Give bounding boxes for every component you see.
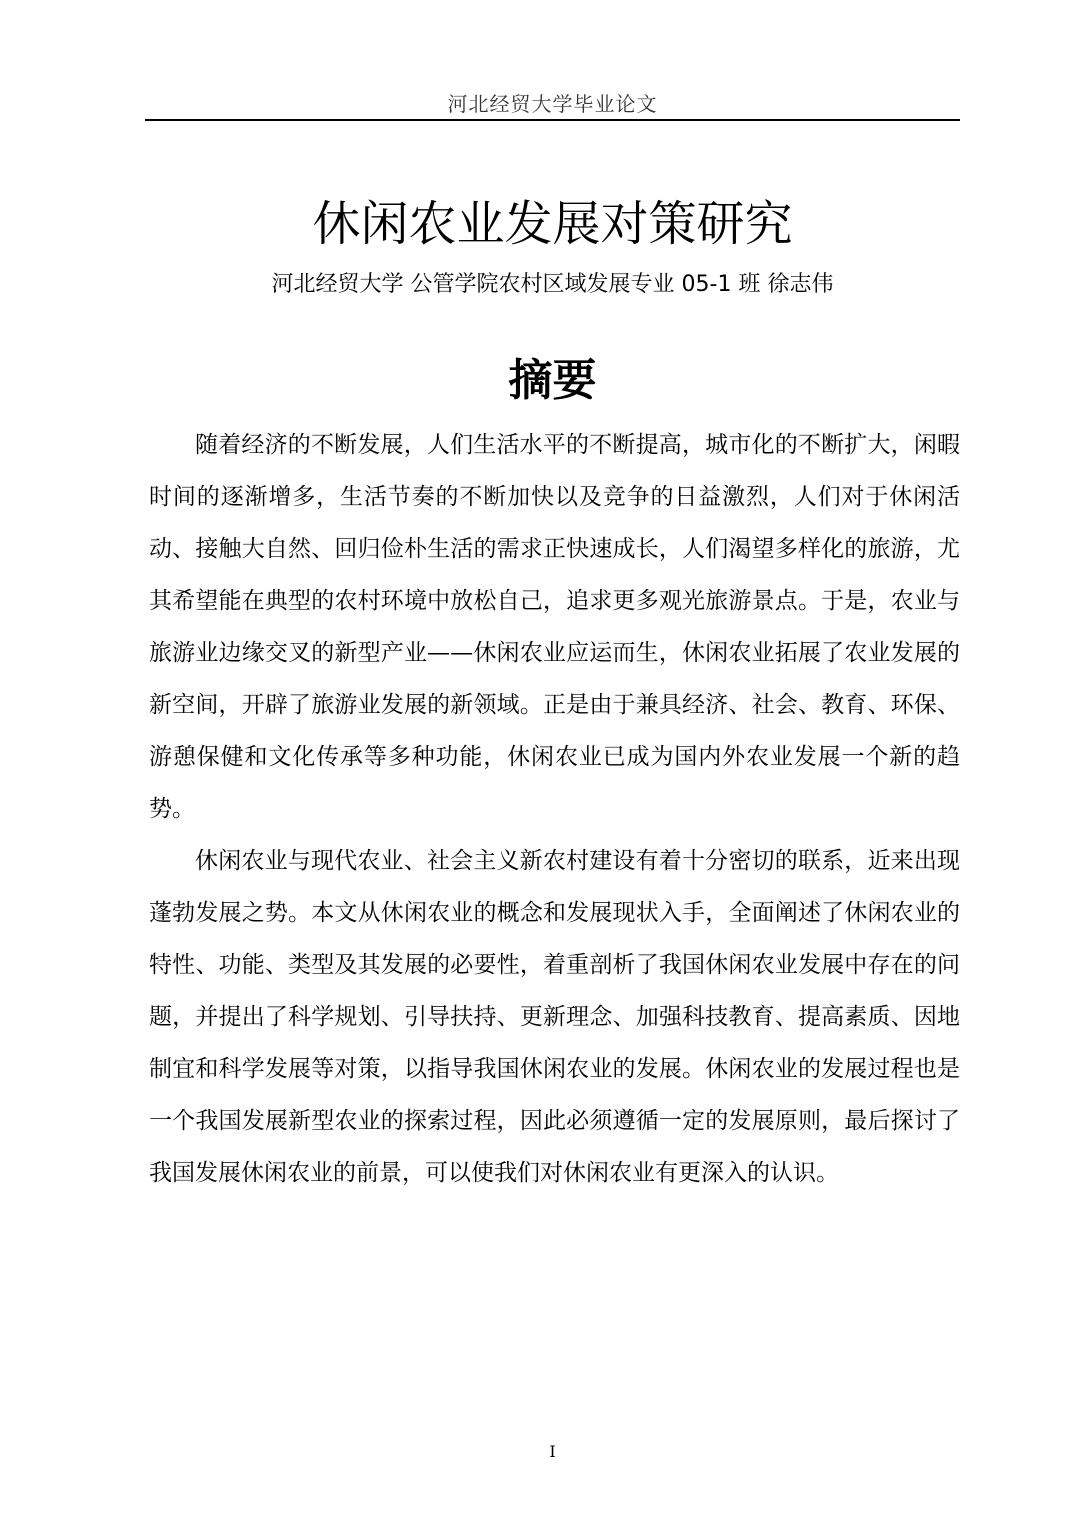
running-header: 河北经贸大学毕业论文: [447, 92, 658, 116]
abstract-body: [149, 419, 960, 1199]
abstract-heading: 摘要: [508, 355, 597, 406]
paper-title: 休闲农业发展对策研究: [312, 196, 793, 252]
page-number: I: [549, 1442, 556, 1461]
header-divider: [145, 119, 960, 121]
abstract-paragraph-2: 休闲农业与现代农业、社会主义新农村建设有着十分密切的联系，近来出现蓬勃发展之势。本文从休闲农业的概念和发展现状入手，全面阐述了休闲农业的特性、功能、类型及其发展的必要性，着重剖析了我国休闲农业发展中存在的问题，并提出了科学规划、引导扶持、更新理念、加强科技教育、提高素质、因地制宜和科学发展等对策，以指导我国休闲农业的发展。休闲农业的发展过程也是一个我国发展新型农业的探索过程，因此必须遵循一定的发展原则，最后探讨了我国发展休闲农业的前景，可以使我们对休闲农业有更深入的认识。: [149, 848, 960, 1186]
abstract-paragraph-1: 随着经济的不断发展，人们生活水平的不断提高，城市化的不断扩大，闲暇时间的逐渐增多，生活节奏的不断加快以及竞争的日益激烈，人们对于休闲活动、接触大自然、回归俭朴生活的需求正快速成长，人们渴望多样化的旅游，尤其希望能在典型的农村环境中放松自己，追求更多观光旅游景点。于是，农业与旅游业边缘交叉的新型产业——休闲农业应运而生，休闲农业拓展了农业发展的新空间，开辟了旅游业发展的新领域。正是由于兼具经济、社会、教育、环保、游憩保健和文化传承等多种功能，休闲农业已成为国内外农业发展一个新的趋势。: [149, 432, 960, 822]
author-byline: 河北经贸大学 公管学院农村区域发展专业 05-1 班 徐志伟: [271, 272, 834, 297]
